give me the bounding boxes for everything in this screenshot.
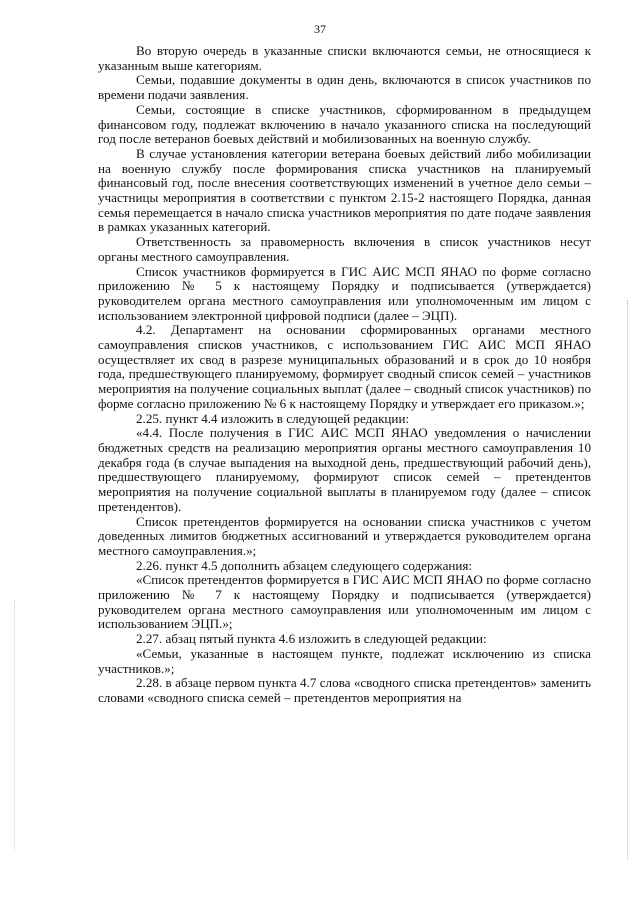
- paragraph: «Семьи, указанные в настоящем пункте, подлежат исключению из списка участников.»;: [98, 645, 591, 676]
- paragraph: Список участников формируется в ГИС АИС МСП ЯНАО по форме согласно приложению № 5 к настоящему Порядку и подписывается (утверждается) руководителем органа местного самоуправления или уполномоченным им лицом с использованием электронной цифровой подписи (далее – ЭЦП).: [98, 263, 591, 323]
- page-number: 37: [314, 22, 326, 36]
- paragraph: 2.27. абзац пятый пункта 4.6 изложить в следующей редакции:: [136, 631, 487, 647]
- paragraph: Семьи, состоящие в списке участников, сформированном в предыдущем финансовом году, подлежат включению в начало указанного списка на последующий год после ветеранов боевых действий и мобилизованных на военную службу.: [98, 101, 591, 147]
- document-body: [98, 44, 591, 706]
- paragraph: В случае установления категории ветерана боевых действий либо мобилизации на военную службу после формирования списка участников на планируемый финансовый год, после внесения соответствующих изменений в учетное дело семьи – участницы мероприятия в соответствии с пунктом 2.15-2 настоящего Порядка, данная семья перемещается в начало списка участников мероприятия по дате подаче заявления в рамках указанных категорий.: [98, 145, 591, 235]
- scan-edge-line: [626, 300, 628, 860]
- scan-edge-line: [14, 600, 16, 850]
- paragraph: Ответственность за правомерность включения в список участников несут органы местного самоуправления.: [98, 234, 591, 264]
- paragraph: «Список претендентов формируется в ГИС АИС МСП ЯНАО по форме согласно приложению № 7 к настоящему Порядку и подписывается (утверждается) руководителем органа местного самоуправления или уполномоченным им лицом с использованием ЭЦП.»;: [98, 572, 591, 632]
- paragraph: Список претендентов формируется на основании списка участников с учетом доведенных лимитов бюджетных ассигнований и утверждается руководителем органа местного самоуправления.»;: [98, 513, 591, 558]
- paragraph: 2.25. пункт 4.4 изложить в следующей редакции:: [136, 410, 410, 426]
- paragraph: Во вторую очередь в указанные списки включаются семьи, не относящиеся к указанным выше категориям.: [98, 43, 591, 73]
- paragraph: 2.28. в абзаце первом пункта 4.7 слова «сводного списка претендентов» заменить словами «сводного списка семей – претендентов мероприятия на: [98, 675, 591, 705]
- paragraph: 4.2. Департамент на основании сформированных органами местного самоуправления списков участников, с использованием ГИС АИС МСП ЯНАО осуществляет их свод в разрезе муниципальных образований и в срок до 10 ноября года, предшествующего планируемому, формирует сводный список семей – участников мероприятия на получение социальных выплат (далее – сводный список участников) по форме согласно приложению № 6 к настоящему Порядку и утверждает его приказом.»;: [98, 322, 591, 411]
- paragraph: Семьи, подавшие документы в один день, включаются в список участников по времени подачи заявления.: [98, 72, 591, 103]
- paragraph: 2.26. пункт 4.5 дополнить абзацем следующего содержания:: [136, 557, 473, 573]
- paragraph: «4.4. После получения в ГИС АИС МСП ЯНАО уведомления о начислении бюджетных средств на реализацию мероприятия органы местного самоуправления 10 декабря года (в случае выпадения на выходной день, предшествующий рабочий день), предшествующего планируемому, формируют список семей – претендентов мероприятия на получение социальной выплаты в планируемом году (далее – список претендентов).: [98, 425, 591, 514]
